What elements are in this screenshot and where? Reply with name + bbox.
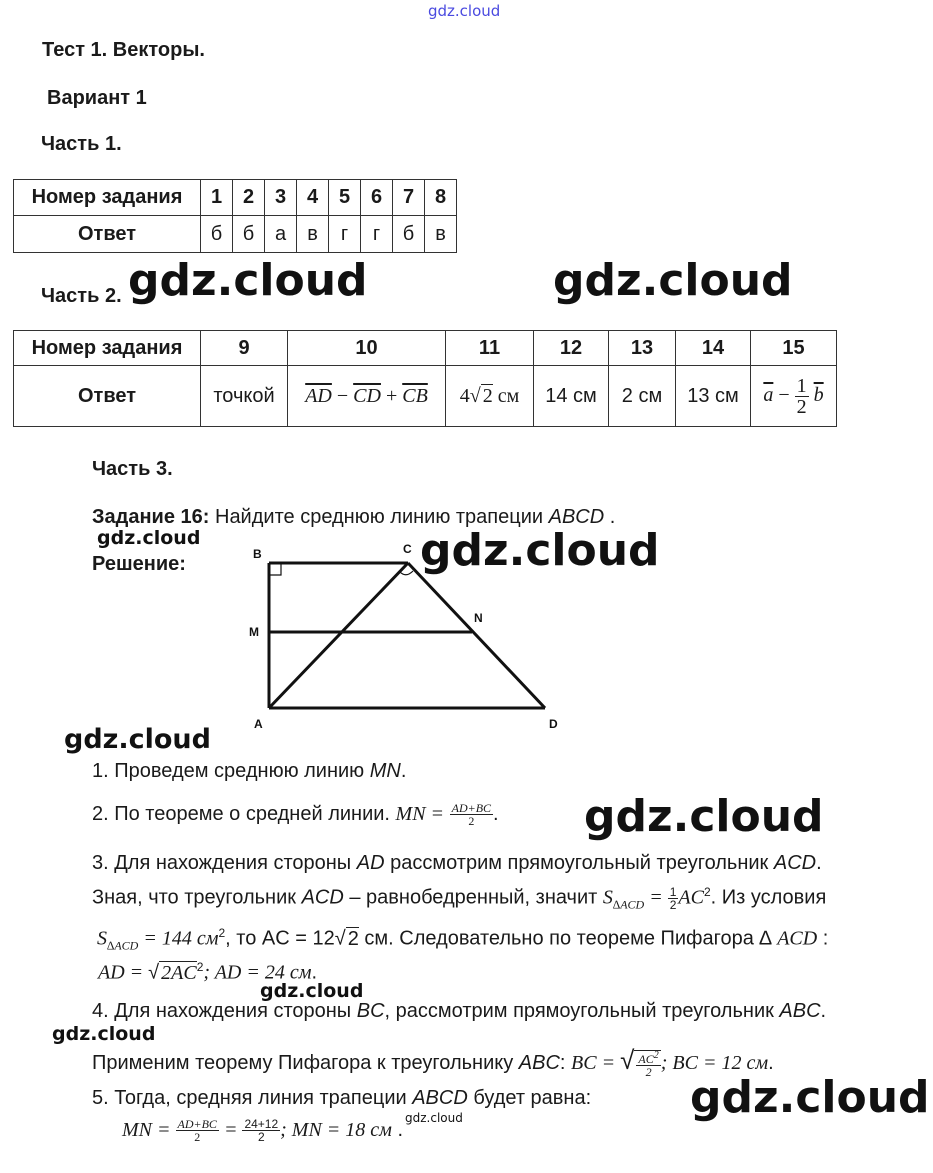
answers-table-part2: [13, 330, 837, 427]
frac-den: 2: [645, 1064, 652, 1079]
table1-answer: в: [425, 216, 457, 253]
formula-sup: 2: [653, 1049, 659, 1061]
text: . Из условия: [710, 886, 827, 909]
vector-a: $\overline{a}$: [763, 383, 774, 406]
table1-number: 4: [297, 180, 329, 216]
frac-den: 2: [194, 1130, 201, 1144]
answers-table-part1: [13, 179, 457, 253]
text: см. Следовательно по теореме Пифагора ∆: [358, 927, 778, 950]
table2-answer-10: [288, 366, 446, 427]
table1-number: 1: [201, 180, 233, 216]
formula: =: [218, 1118, 243, 1141]
table1-answer: б: [233, 216, 265, 253]
point-d: D: [549, 717, 558, 731]
table1-answer: а: [265, 216, 297, 253]
variant-title: Вариант 1: [47, 87, 147, 109]
watermark: gdz.cloud: [553, 255, 793, 306]
text: – равнобедренный, значит: [343, 886, 603, 909]
text: .: [816, 852, 822, 874]
table1-number: 3: [265, 180, 297, 216]
formula: BC =: [571, 1052, 621, 1074]
table1-answer: б: [201, 216, 233, 253]
table1-number: 6: [361, 180, 393, 216]
term: BC: [356, 1000, 385, 1022]
radicand: 2: [482, 384, 493, 407]
watermark: gdz.cloud: [420, 525, 660, 576]
frac-num: AD+BC: [177, 1117, 217, 1131]
table1-answer: г: [361, 216, 393, 253]
formula: S: [602, 886, 613, 909]
frac-den: 2: [669, 897, 677, 912]
task16-shape: ABCD: [548, 506, 605, 528]
watermark: gdz.cloud: [584, 791, 824, 842]
point-a: A: [254, 717, 263, 731]
radicand: 2: [347, 927, 359, 950]
watermark: gdz.cloud: [128, 255, 368, 306]
formula-sup: 2: [703, 885, 711, 899]
formula-sup: 2: [196, 960, 204, 974]
vector-b: $\overline{b}$: [813, 383, 824, 406]
vector-cd: $\overline{CD}$: [353, 384, 381, 407]
point-n: N: [474, 611, 483, 625]
vector-cb: $\overline{CB}$: [402, 384, 428, 407]
watermark: gdz.cloud: [405, 1111, 463, 1125]
step-5a: [92, 1087, 591, 1110]
text: .: [391, 1118, 404, 1141]
frac-num: AC: [638, 1051, 654, 1066]
table2-answer-9: точкой: [201, 366, 288, 427]
step-3a: [92, 852, 822, 875]
point-c: C: [403, 542, 412, 556]
coef: 4: [459, 384, 470, 407]
text: 5. Тогда, средняя линия трапеции: [92, 1087, 413, 1109]
formula-sub: ∆ACD: [612, 897, 645, 912]
term: ABC: [779, 1000, 821, 1022]
part2-title: Часть 2.: [41, 285, 122, 307]
radicand: 2AC: [161, 961, 197, 984]
text: .: [493, 802, 499, 825]
step-1: [92, 760, 406, 783]
text: :: [817, 927, 829, 950]
formula-lhs: MN =: [395, 802, 445, 825]
diagonal-ac: [269, 563, 408, 708]
text: , рассмотрим прямоугольный треугольник: [384, 1000, 780, 1022]
watermark: gdz.cloud: [64, 724, 211, 755]
table2-number: 13: [609, 331, 676, 366]
trapezoid-diagram: [240, 538, 570, 738]
operator: −: [778, 383, 790, 406]
table1-number: 7: [393, 180, 425, 216]
text: .: [768, 1052, 774, 1074]
step-3c: $S_{\Delta ACD} = 144$ $см^2$, то AC = 12√ 2 см. Следовательно по теореме Пифагора ∆ ACD :: [97, 926, 829, 953]
table1-number: 5: [329, 180, 361, 216]
task16-label: Задание 16:: [92, 506, 210, 528]
text: Применим теорему Пифагора к треугольнику: [92, 1052, 519, 1074]
formula: = 144 см: [138, 927, 219, 950]
term: ABCD: [412, 1087, 468, 1109]
table2-answer-12: 14 см: [534, 366, 609, 427]
table1-number: 2: [233, 180, 265, 216]
operator: +: [385, 384, 398, 407]
watermark: gdz.cloud: [52, 1023, 156, 1045]
text: .: [820, 1000, 827, 1022]
frac-num: 24+12: [244, 1117, 279, 1131]
test-title: Тест 1. Векторы.: [42, 39, 205, 61]
term: MN: [369, 760, 401, 782]
table1-header-number: Номер задания: [14, 180, 201, 216]
formula: S: [97, 927, 107, 950]
formula: ; AD = 24 см: [203, 961, 312, 984]
point-b: B: [253, 547, 262, 561]
table2-number: 14: [676, 331, 751, 366]
task16-statement: [92, 506, 615, 529]
table2-answer-15: [751, 366, 837, 427]
text: будет равна:: [467, 1087, 592, 1109]
table2-answer-14: 13 см: [676, 366, 751, 427]
text: 4. Для нахождения стороны: [92, 1000, 357, 1022]
unit: см: [497, 384, 520, 407]
formula: AC: [678, 886, 704, 909]
watermark-top: gdz.cloud: [428, 2, 501, 20]
table1-number: 8: [425, 180, 457, 216]
step-3d: AD = √ $2AC^2$; AD = 24 см.: [98, 960, 318, 984]
table2-header-answer: Ответ: [14, 366, 201, 427]
formula-sub: ∆ACD: [107, 938, 139, 953]
task16-end: .: [604, 506, 616, 528]
point-m: M: [249, 625, 259, 639]
side-cd: [408, 563, 545, 708]
vector-ad: $\overline{AD}$: [305, 384, 332, 407]
table2-number: 10: [288, 331, 446, 366]
formula: =: [644, 886, 668, 909]
watermark: gdz.cloud: [260, 980, 364, 1002]
term: ACD: [777, 927, 818, 950]
solution-label: Решение:: [92, 553, 186, 575]
term: ACD: [301, 886, 344, 909]
frac-num: 1: [796, 374, 807, 397]
frac-num: AD+BC: [451, 801, 492, 815]
text: , то AC = 12: [225, 927, 335, 950]
formula: ; MN = 18 см: [280, 1118, 392, 1141]
task16-text: Найдите среднюю линию трапеции: [209, 506, 549, 528]
text: Зная, что треугольник: [92, 886, 302, 909]
part3-title: Часть 3.: [92, 458, 173, 480]
text: 2. По теореме о средней линии.: [92, 802, 396, 825]
part1-title: Часть 1.: [41, 133, 122, 155]
step-4a: [92, 1000, 826, 1023]
frac-den: 2: [468, 814, 475, 828]
right-angle-b: [269, 563, 281, 575]
term: ACD: [773, 852, 817, 874]
table2-number: 15: [751, 331, 837, 366]
frac-den: 2: [796, 395, 807, 418]
formula-sup: 2: [218, 926, 226, 940]
table2-answer-11: 4√ 2 см: [446, 366, 534, 427]
table1-answer: г: [329, 216, 361, 253]
right-angle-c: [400, 571, 413, 575]
table2-header-number: Номер задания: [14, 331, 201, 366]
text: .: [400, 760, 407, 782]
text: 1. Проведем среднюю линию: [92, 760, 370, 782]
frac-den: 2: [257, 1130, 265, 1144]
table2-answer-13: 2 см: [609, 366, 676, 427]
step-3b: [92, 885, 826, 913]
watermark: gdz.cloud: [97, 527, 201, 549]
text: рассмотрим прямоугольный треугольник: [384, 852, 774, 874]
step-5b: [122, 1118, 403, 1143]
formula: AD =: [98, 961, 149, 984]
table2-number: 9: [201, 331, 288, 366]
step-2: [92, 802, 499, 827]
term: AD: [356, 852, 385, 874]
operator: −: [336, 384, 349, 407]
term: ABC: [518, 1052, 560, 1074]
text: .: [311, 961, 318, 984]
table2-number: 11: [446, 331, 534, 366]
table2-number: 12: [534, 331, 609, 366]
table1-header-answer: Ответ: [14, 216, 201, 253]
step-4b: Применим теорему Пифагора к треугольнику ABC: BC = √ $\frac{AC^2}{2}$ ; BC = 12 см.: [92, 1045, 774, 1079]
frac-num: 1: [669, 884, 677, 899]
watermark: gdz.cloud: [690, 1072, 930, 1123]
table1-answer: б: [393, 216, 425, 253]
text: :: [559, 1052, 572, 1074]
table1-answer: в: [297, 216, 329, 253]
formula: ; BC = 12 см: [660, 1052, 769, 1074]
formula: MN =: [122, 1118, 176, 1141]
text: 3. Для нахождения стороны: [92, 852, 357, 874]
